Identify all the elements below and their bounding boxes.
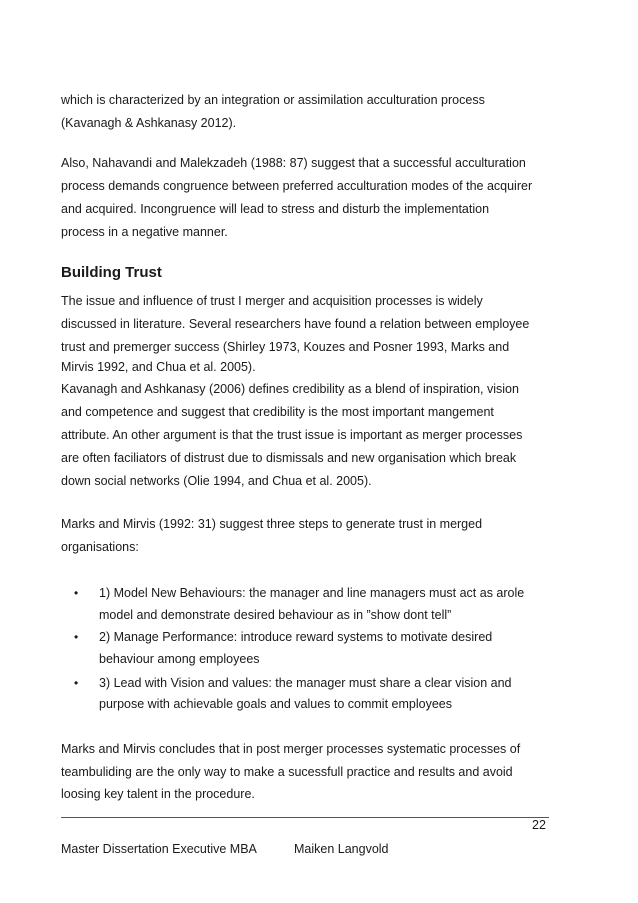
text-line: Kavanagh and Ashkanasy (2006) defines credibility as a blend of inspiration, vision <box>61 382 519 396</box>
text-line: are often faciliators of distrust due to dismissals and new organisation which break <box>61 451 517 465</box>
text-line: Marks and Mirvis concludes that in post merger processes systematic processes of <box>61 742 521 756</box>
text-line: Mirvis 1992, and Chua et al. 2005). <box>61 360 256 374</box>
text-line: down social networks (Olie 1994, and Chua et al. 2005). <box>61 474 372 488</box>
text-line: and competence and suggest that credibility is the most important mangement <box>61 405 494 419</box>
footer-author: Maiken Langvold <box>294 842 389 856</box>
bullet-dot-icon: • <box>74 586 79 600</box>
page-number: 22 <box>532 818 546 832</box>
text-line: organisations: <box>61 540 139 554</box>
text-line: which is characterized by an integration or assimilation acculturation process <box>61 93 485 107</box>
footer-document-title: Master Dissertation Executive MBA <box>61 842 257 856</box>
text-line: process demands congruence between preferred acculturation modes of the acquirer <box>61 179 533 193</box>
text-line: discussed in literature. Several researchers have found a relation between employee <box>61 317 530 331</box>
text-line: Marks and Mirvis (1992: 31) suggest three steps to generate trust in merged <box>61 517 483 531</box>
text-line: teambuliding are the only way to make a sucessfull practice and results and avoid <box>61 765 513 779</box>
list-item-text: 1) Model New Behaviours: the manager and line managers must act as arole <box>99 586 525 600</box>
text-line: process in a negative manner. <box>61 225 228 239</box>
text-line: trust and premerger success (Shirley 1973, Kouzes and Posner 1993, Marks and <box>61 340 510 354</box>
text-line: and acquired. Incongruence will lead to stress and disturb the implementation <box>61 202 490 216</box>
text-line: Also, Nahavandi and Malekzadeh (1988: 87) suggest that a successful acculturation <box>61 156 526 170</box>
list-item-text: model and demonstrate desired behaviour as in ”show dont tell” <box>99 608 452 622</box>
bullet-dot-icon: • <box>74 630 79 644</box>
list-item-text: 3) Lead with Vision and values: the manager must share a clear vision and <box>99 676 512 690</box>
bullet-dot-icon: • <box>74 676 79 690</box>
text-line: (Kavanagh & Ashkanasy 2012). <box>61 116 237 130</box>
text-line: attribute. An other argument is that the trust issue is important as merger processes <box>61 428 523 442</box>
section-heading: Building Trust <box>61 264 162 281</box>
text-line: The issue and influence of trust I merger and acquisition processes is widely <box>61 294 483 308</box>
list-item-text: behaviour among employees <box>99 652 260 666</box>
list-item-text: 2) Manage Performance: introduce reward systems to motivate desired <box>99 630 493 644</box>
footer-divider <box>61 817 549 818</box>
text-line: loosing key talent in the procedure. <box>61 787 255 801</box>
list-item-text: purpose with achievable goals and values to commit employees <box>99 697 452 711</box>
